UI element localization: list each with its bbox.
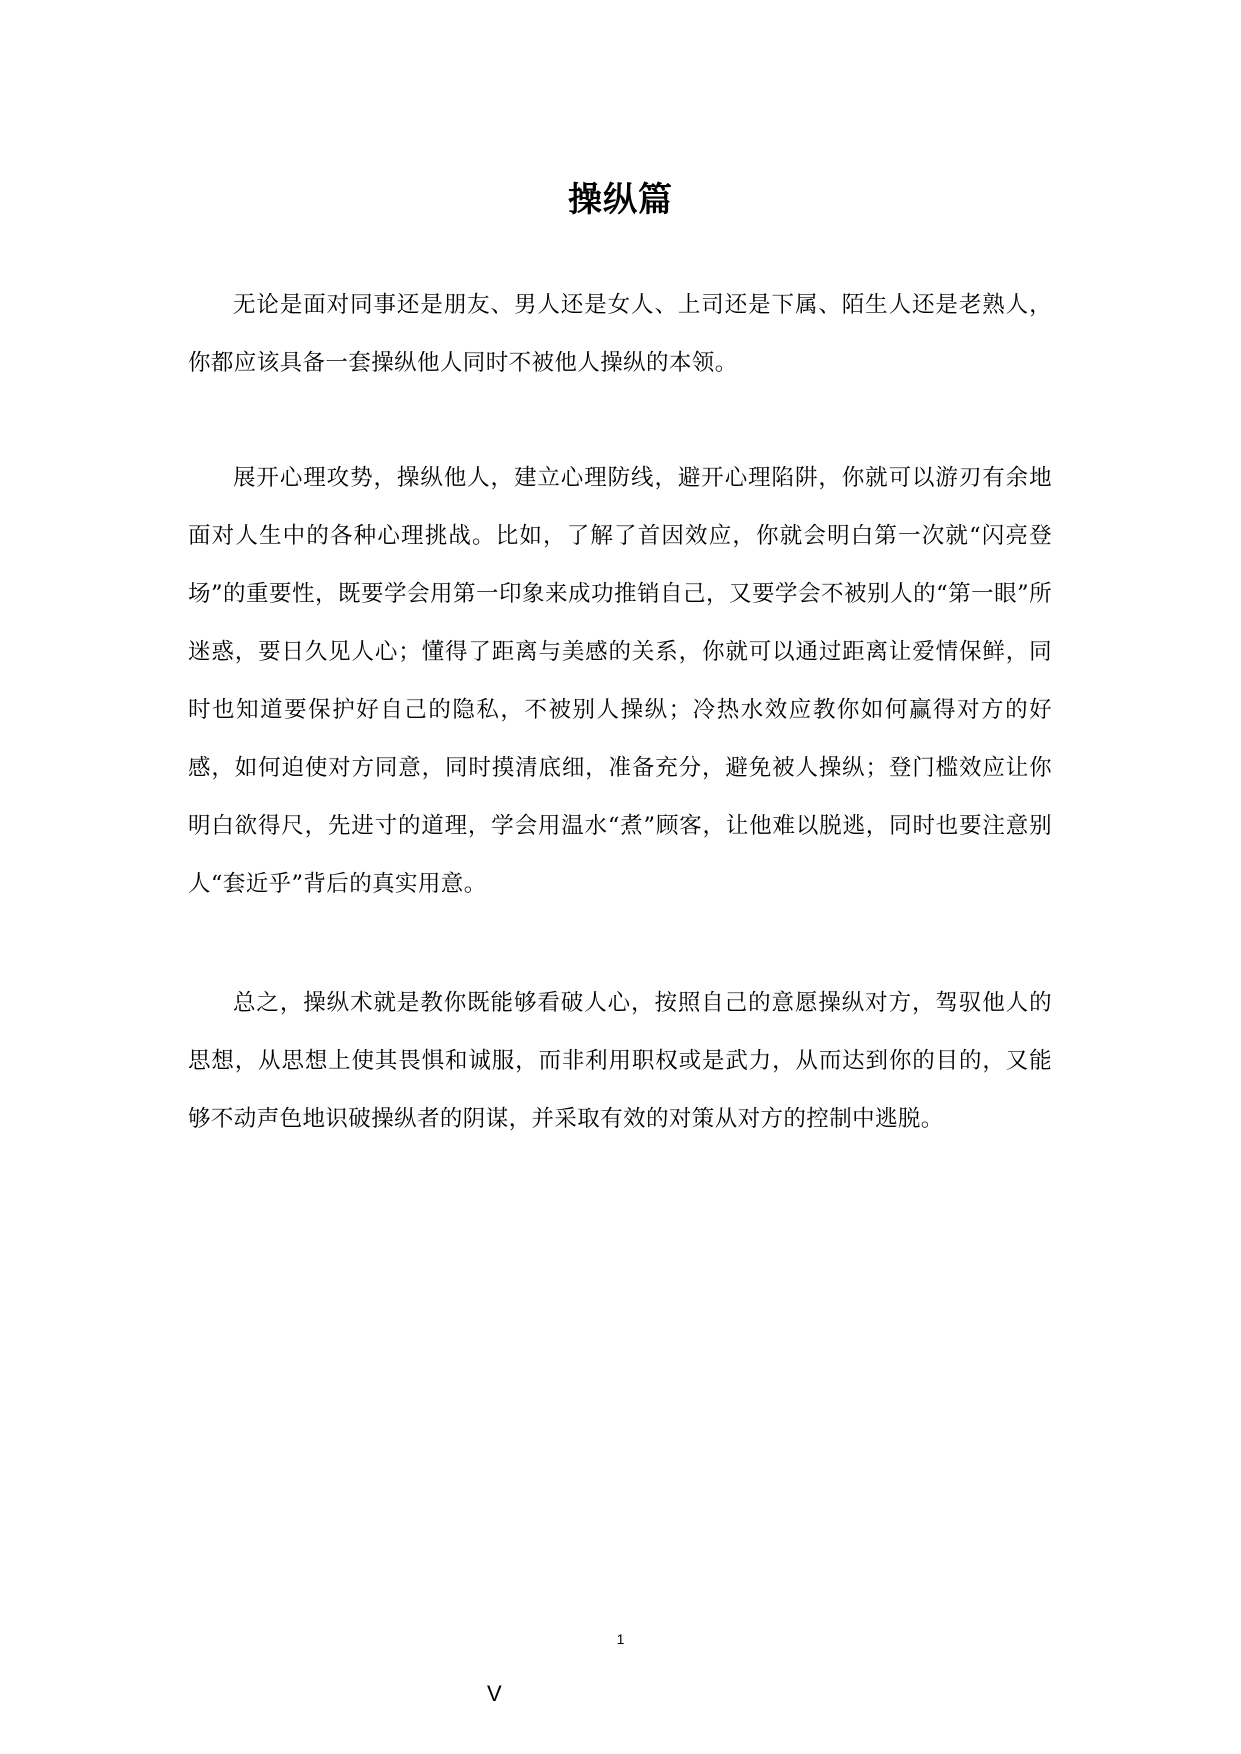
page-title: 操纵篇	[568, 179, 673, 220]
page-number: 1	[616, 1631, 625, 1647]
paragraph-intro: 无论是面对同事还是朋友、男人还是女人、上司还是下属、陌生人还是老熟人，你都应该具备一套操纵他人同时不被他人操纵的本领。	[188, 292, 1052, 376]
paragraph-body: 展开心理攻势，操纵他人，建立心理防线，避开心理陷阱，你就可以游刃有余地面对人生中的各种心理挑战。比如，了解了首因效应，你就会明白第一次就“闪亮登场”的重要性，既要学会用第一印象来成功推销自己，又要学会不被别人的“第一眼”所迷惑，要日久见人心；懂得了距离与美感的关系，你就可以通过距离让爱情保鲜，同时也知道要保护好自己的隐私，不被别人操纵；冷热水效应教你如何赢得对方的好感，如何迫使对方同意，同时摸清底细，准备充分，避免被人操纵；登门槛效应让你明白欲得尺，先进寸的道理，学会用温水“煮”顾客，让他难以脱逃，同时也要注意别人“套近乎”背后的真实用意。	[188, 465, 1052, 897]
paragraph-conclusion: 总之，操纵术就是教你既能够看破人心，按照自己的意愿操纵对方，驾驭他人的思想，从思想上使其畏惧和诚服，而非利用职权或是武力，从而达到你的目的，又能够不动声色地识破操纵者的阴谋，并采取有效的对策从对方的控制中逃脱。	[188, 990, 1052, 1132]
footer-mark: V	[487, 1681, 502, 1706]
